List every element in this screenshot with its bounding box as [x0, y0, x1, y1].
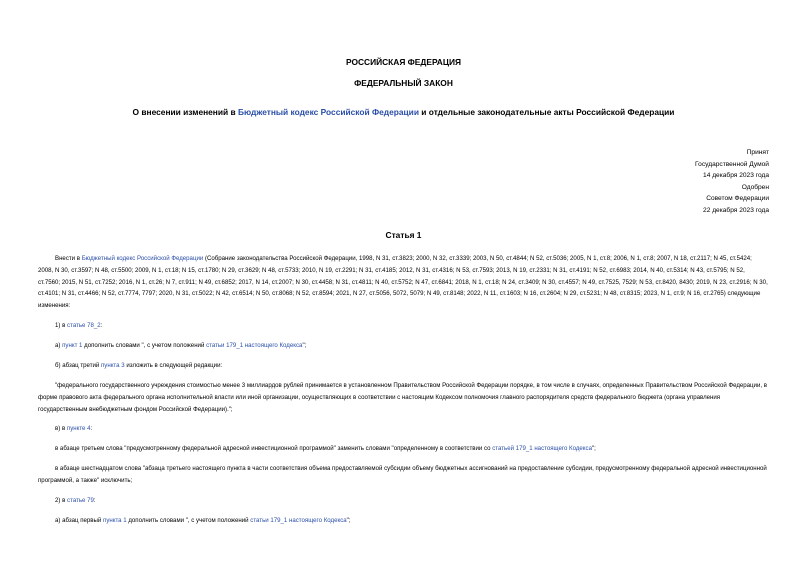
item-1b-prefix: б) абзац третий	[55, 362, 101, 369]
article-179-1-link-3[interactable]: статьи 179_1 настоящего Кодекса	[250, 517, 347, 524]
item-1v	[38, 423, 768, 435]
item-1-suffix: :	[100, 322, 103, 329]
law-title-prefix: О внесении изменений в	[132, 107, 238, 117]
article-179-1-link-2[interactable]: статьей 179_1 настоящего Кодекса	[492, 445, 592, 452]
intro-prefix: Внести в	[55, 255, 82, 262]
intro-budget-code-link[interactable]: Бюджетный кодекс Российской Федерации	[81, 255, 204, 262]
item-1	[38, 320, 768, 332]
item-2	[38, 495, 768, 507]
item-1v-prefix: в) в	[55, 425, 67, 432]
paragraph-sixteenth-change: в абзаце шестнадцатом слова "абзаца третьего настоящего пункта в части соответствия объема предоставляемой субсидии объему бюджетных ассигнований на предоставление субсидии, предусмотренному федеральной адресной инвестиционной программой, а также" исключить;	[38, 465, 767, 484]
item-1-prefix: 1) в	[55, 322, 68, 329]
item-1a-suffix: ";	[302, 342, 307, 349]
intro-paragraph	[38, 253, 768, 312]
item-2-prefix: 2) в	[55, 497, 68, 504]
article-79-link[interactable]: статье 79	[67, 497, 94, 504]
adoption-block	[569, 147, 769, 217]
paragraph-third-change	[38, 443, 768, 455]
adopted-date: 14 декабря 2023 года	[703, 172, 769, 180]
item-2a-suffix: ";	[346, 517, 351, 524]
budget-code-link[interactable]: Бюджетный кодекс Российской Федерации	[237, 107, 419, 117]
item-1b	[38, 360, 768, 372]
approved-date: 22 декабря 2023 года	[703, 206, 769, 214]
item-1a	[38, 340, 768, 352]
item-1b-suffix: изложить в следующей редакции:	[124, 362, 223, 369]
para-third-prefix: в абзаце третьем слова "предусмотренному федеральной адресной инвестиционной программой" заменить словами "определенному в соответствии со	[55, 445, 493, 452]
adopted-label: Принят	[746, 149, 769, 156]
item-2a-mid: дополнить словами ", с учетом положений	[126, 517, 251, 524]
article-title: Статья 1	[385, 230, 422, 240]
point-1-link-2[interactable]: пункта 1	[103, 517, 127, 524]
approved-label: Одобрен	[741, 183, 769, 191]
adopted-by: Государственной Думой	[695, 160, 769, 168]
article-78-2-link[interactable]: статье 78_2	[67, 322, 101, 329]
item-1v-suffix: :	[90, 425, 93, 432]
item-2a	[38, 515, 768, 527]
point-3-link[interactable]: пункта 3	[100, 362, 125, 369]
para-third-suffix: ";	[591, 445, 596, 452]
quote-paragraph: "федерального государственного учреждения стоимостью менее 3 миллиардов рублей принимается в установленном Правительством Российской Федерации порядке, в том числе в случаях, определенных Правительством Российской Федерации, в форме правового акта федерального органа исполнительной власти или иной организации, осуществляющих в соответствии с настоящим Кодексом полномочия главного распорядителя средств федерального бюджета (органа управления государственным внебюджетным фондом Российской Федерации).";	[38, 382, 767, 413]
law-title	[0, 107, 807, 117]
item-2a-prefix: а) абзац первый	[55, 517, 104, 524]
intro-text: (Собрание законодательства Российской Федерации, 1998, N 31, ст.3823; 2000, N 32, ст.3339; 2003, N 50, ст.4844; N 52, ст.5036; 2005, N 1, ст.8; 2006, N 1, ст.8; 2007, N 18, ст.2117; N 45, ст.5424; 2008, N 30, ст.3597; N 48, ст.5500; 2009, N 1, ст.18; N 15, ст.1780; N 29, ст.3629; N 48, ст.5733; 2010, N 19, ст.2291; N 31, ст.4185; 2012, N 31, ст.4316; N 53, ст.7593; 2013, N 19, ст.2331; N 31, ст.4191; N 52, ст.6983; 2014, N 40, ст.5314; N 43, ст.5795; N 52, ст.7560; 2015, N 51, ст.7252; 2016, N 1, ст.26; N 7, ст.911; N 49, ст.6852; 2017, N 14, ст.2007; N 30, ст.4458; N 31, ст.4811; N 40, ст.5752; N 47, ст.6841; 2018, N 1, ст.18; N 24, ст.3409; N 30, ст.4557; N 49, ст.7525, 7529; N 53, ст.8420, 8430; 2019, N 23, ст.2916; N 30, ст.4101; N 31, ст.4466; N 52, ст.7774, 7797; 2020, N 31, ст.5022; N 42, ст.6514; N 50, ст.8068; N 52, ст.8594; 2021, N 27, ст.5056, 5072, 5079; N 49, ст.8148; 2022, N 11, ст.1603; N 16, ст.2604; N 29, ст.5231; N 48, ст.8315; 2023, N 1, ст.9; N 16, ст.2765) следующие изменения:	[38, 255, 768, 310]
point-1-link[interactable]: пункт 1	[62, 342, 83, 349]
law-title-suffix: и отдельные законодательные акты Российской Федерации	[418, 107, 675, 117]
law-type-heading: ФЕДЕРАЛЬНЫЙ ЗАКОН	[354, 78, 453, 88]
item-1a-prefix: а)	[55, 342, 63, 349]
item-1a-mid: дополнить словами ", с учетом положений	[82, 342, 207, 349]
article-179-1-link[interactable]: статьи 179_1 настоящего Кодекса	[206, 342, 303, 349]
approved-by: Советом Федерации	[706, 195, 769, 203]
point-4-link[interactable]: пункте 4	[66, 425, 91, 432]
country-heading: РОССИЙСКАЯ ФЕДЕРАЦИЯ	[345, 57, 462, 67]
item-2-suffix: :	[93, 497, 96, 504]
